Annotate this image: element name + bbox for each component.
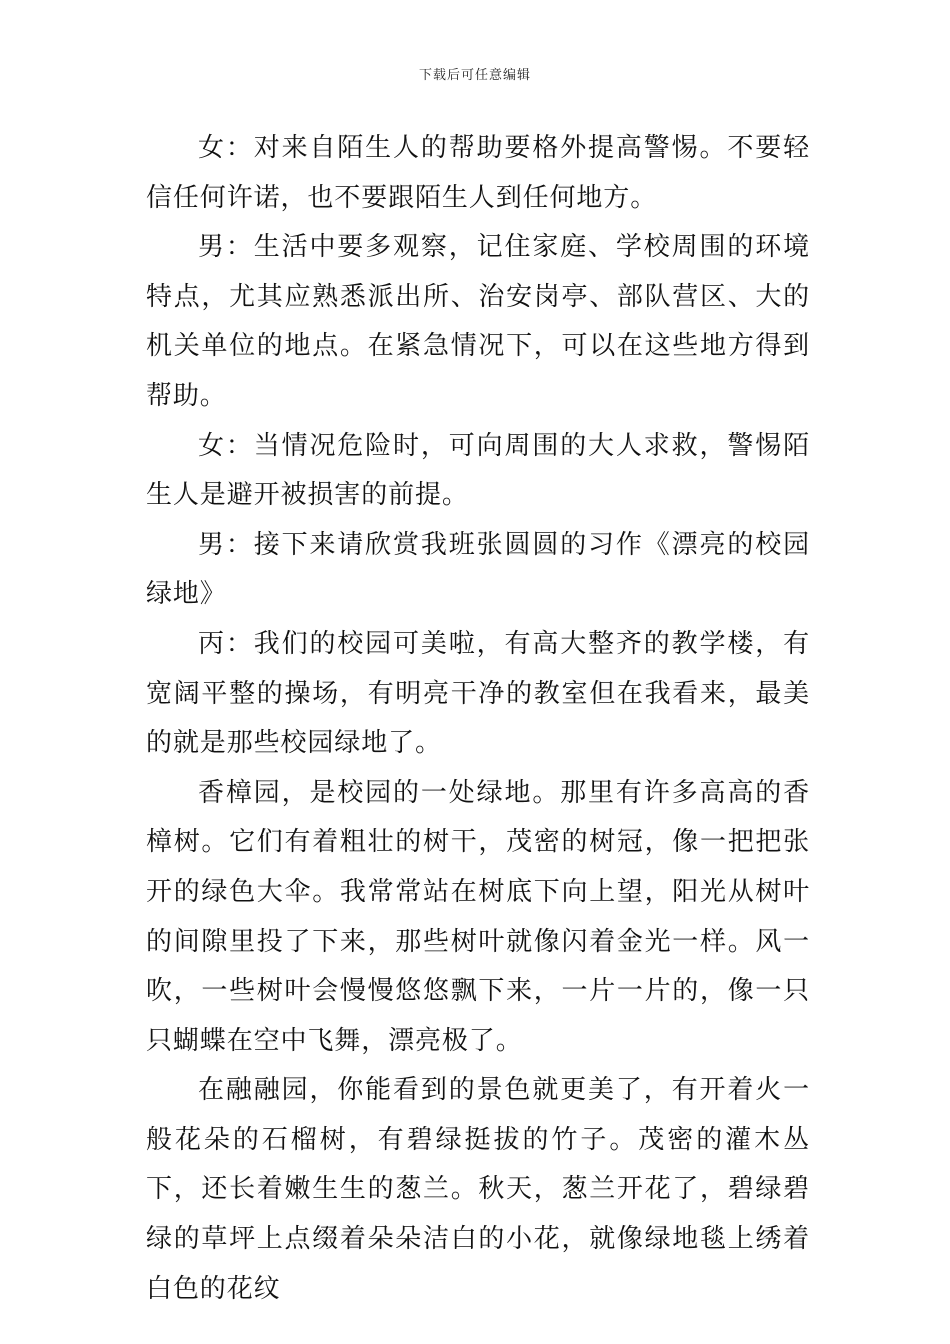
paragraph-2: 男：生活中要多观察，记住家庭、学校周围的环境特点，尤其应熟悉派出所、治安岗亭、部队营区、大的机关单位的地点。在紧急情况下，可以在这些地方得到帮助。 <box>146 232 810 411</box>
paragraph-4: 男：接下来请欣赏我班张圆圆的习作《漂亮的校园绿地》 <box>146 529 810 610</box>
paragraph-5: 丙：我们的校园可美啦，有高大整齐的教学楼，有宽阔平整的操场，有明亮干净的教室但在我看来，最美的就是那些校园绿地了。 <box>146 628 810 759</box>
page-header: 下载后可任意编辑 <box>418 68 531 83</box>
paragraph-1: 女：对来自陌生人的帮助要格外提高警惕。不要轻信任何许诺，也不要跟陌生人到任何地方。 <box>146 133 810 213</box>
paragraph-6: 香樟园，是校园的一处绿地。那里有许多高高的香樟树。它们有着粗壮的树干，茂密的树冠，像一把把张开的绿色大伞。我常常站在树底下向上望，阳光从树叶的间隙里投了下来，那些树叶就像闪着金光一样。风一吹，一些树叶会慢慢悠悠飘下来，一片一片的，像一只只蝴蝶在空中飞舞，漂亮极了。 <box>146 777 810 1056</box>
paragraph-3: 女：当情况危险时，可向周围的大人求救，警惕陌生人是避开被损害的前提。 <box>146 430 810 511</box>
document-body <box>146 124 810 1314</box>
paragraph-7: 在融融园，你能看到的景色就更美了，有开着火一般花朵的石榴树，有碧绿挺拔的竹子。茂密的灌木丛下，还长着嫩生生的葱兰。秋天，葱兰开花了，碧绿碧绿的草坪上点缀着朵朵洁白的小花，就像绿地毯上绣着白色的花纹 <box>146 1075 810 1304</box>
